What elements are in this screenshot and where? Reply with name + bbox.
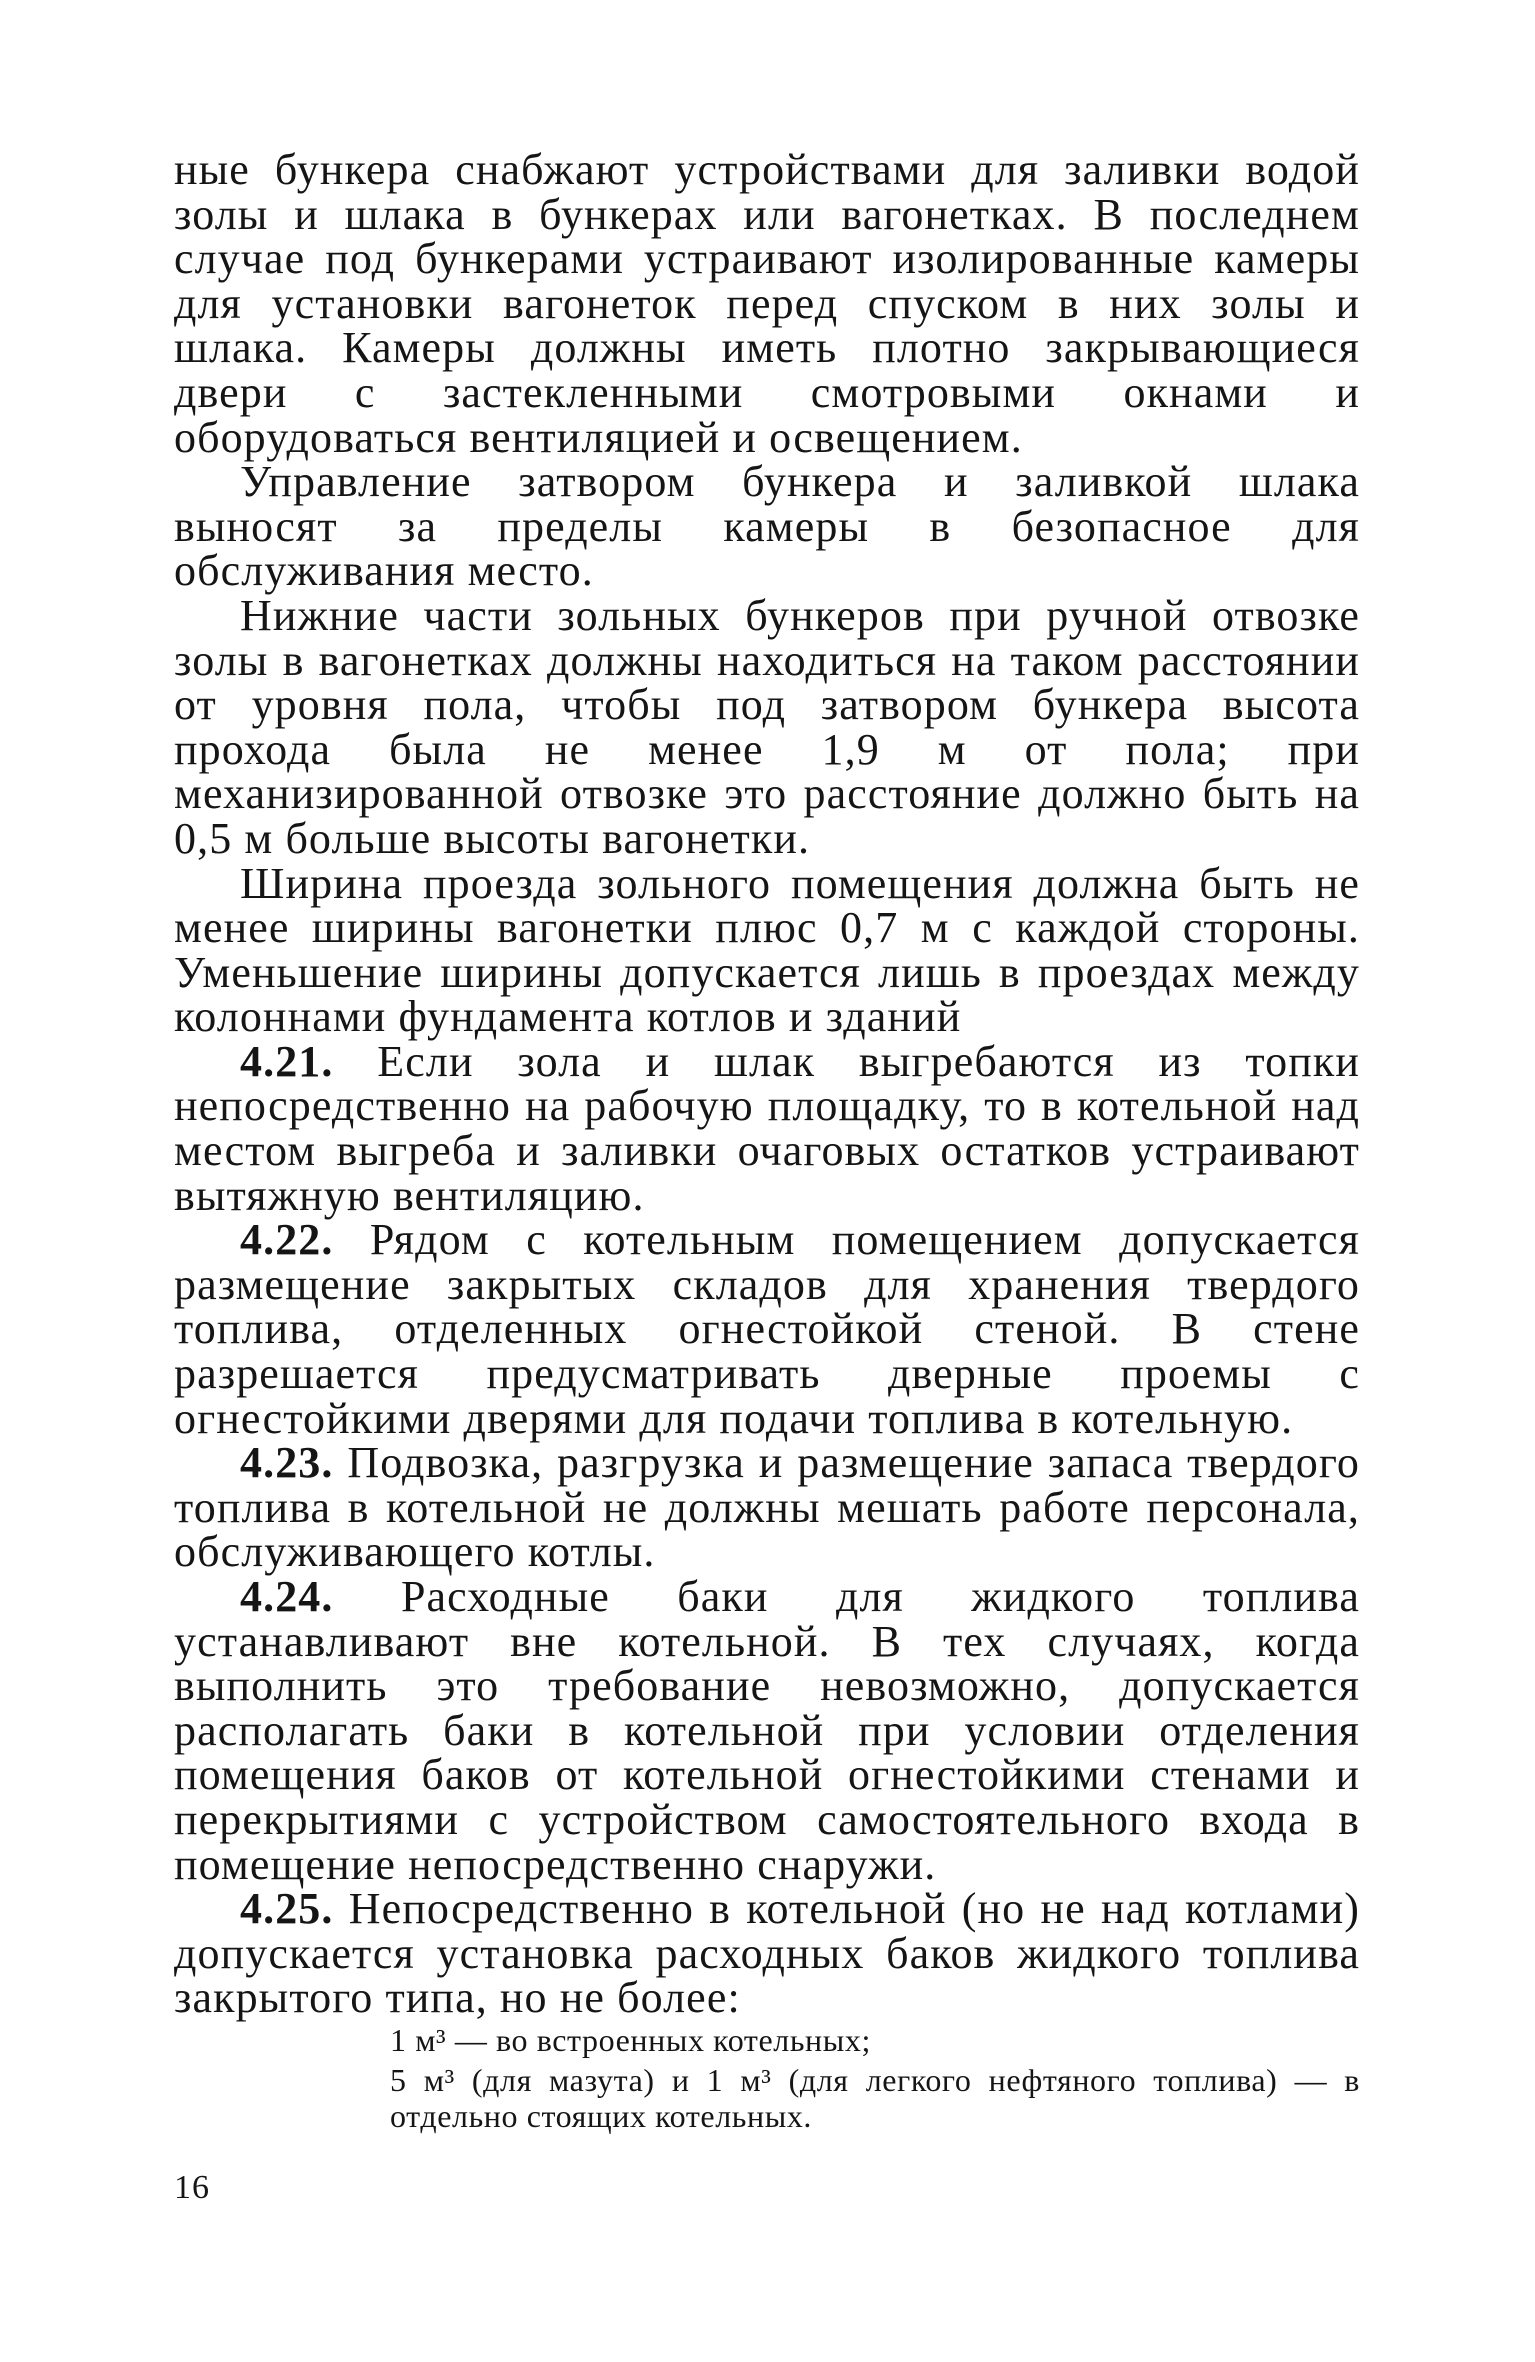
paragraph-text: ные бункера снабжают устройствами для заливки водой золы и шлака в бункерах или вагонетках. В последнем случае под бункерами устраивают изолированные камеры для установки вагонеток перед спуском в них золы и шлака. Камеры должны иметь плотно закрывающиеся двери с застекленными смотровыми окнами и оборудоваться вентиляцией и освещением. (174, 145, 1360, 462)
paragraph-text: Подвозка, разгрузка и размещение запаса твердого топлива в котельной не должны мешать работе персонала, обслуживающего котлы. (174, 1438, 1360, 1577)
section-number: 4.22. (240, 1215, 334, 1265)
paragraph-4-24 (174, 1572, 1360, 1889)
paragraph-text: Расходные баки для жидкого топлива устанавливают вне котельной. В тех случаях, когда выполнить это требование невозможно, допускается располагать баки в котельной при условии отделения помещения баков от котельной огнестойкими стенами и перекрытиями с устройством самостоятельного входа в помещение непосредственно снаружи. (174, 1572, 1360, 1889)
list-item: 1 м³ — во встроенных котельных; (390, 2022, 871, 2058)
paragraph-text: Нижние части зольных бункеров при ручной отвозке золы в вагонетках должны находиться на таком расстоянии от уровня пола, чтобы под затвором бункера высота прохода была не менее 1,9 м от пола; при механизированной отвозке это расстояние должно быть на 0,5 м больше высоты вагонетки. (174, 590, 1360, 863)
section-number: 4.23. (240, 1438, 334, 1488)
paragraph-text: Ширина проезда зольного помещения должна быть не менее ширины вагонетки плюс 0,7 м с каждой стороны. Уменьшение ширины допускается лишь в проездах между колоннами фундамента котлов и зданий (174, 858, 1360, 1042)
section-number: 4.25. (240, 1884, 334, 1934)
main-text (174, 145, 1360, 2023)
paragraph-continuation (174, 145, 1360, 462)
paragraph-control (174, 457, 1360, 596)
paragraph-bunker-height (174, 590, 1360, 863)
paragraph-4-21 (174, 1036, 1360, 1220)
paragraph-text: Рядом с котельным помещением допускается размещение закрытых складов для хранения твердого топлива, отделенных огнестойкой стеной. В стене разрешается предусматривать дверные проемы с огнестойкими дверями для подачи топлива в котельную. (174, 1215, 1360, 1443)
paragraph-4-25 (174, 1884, 1360, 2023)
paragraph-4-22 (174, 1215, 1360, 1443)
paragraph-text: Управление затвором бункера и заливкой шлака выносят за пределы камеры в безопасное для обслуживания место. (174, 457, 1360, 596)
paragraph-4-23 (174, 1438, 1360, 1577)
section-number: 4.21. (240, 1036, 334, 1086)
section-number: 4.24. (240, 1572, 334, 1621)
tank-volume-list (390, 2022, 1360, 2134)
paragraph-text: Непосредственно в котельной (но не над котлами) допускается установка расходных баков жидкого топлива закрытого типа, но не более: (174, 1884, 1360, 2023)
paragraph-text: Если зола и шлак выгребаются из топки непосредственно на рабочую площадку, то в котельной над местом выгреба и заливки очаговых остатков устраивают вытяжную вентиляцию. (174, 1036, 1360, 1220)
paragraph-passage-width (174, 858, 1360, 1042)
page-number: 16 (174, 2169, 210, 2206)
list-item: 5 м³ (для мазута) и 1 м³ (для легкого нефтяного топлива) — в отдельно стоящих котельных. (390, 2062, 1360, 2134)
